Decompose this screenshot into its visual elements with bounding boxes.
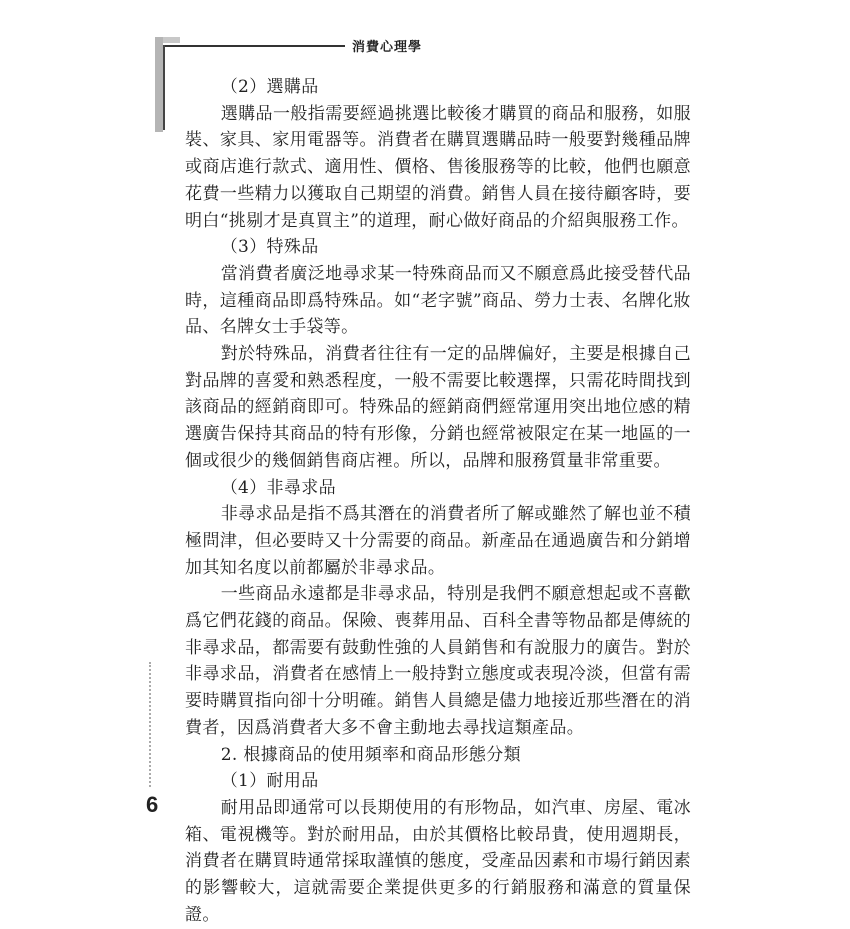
section-heading: （3）特殊品 bbox=[220, 237, 319, 258]
corner-decoration-bar bbox=[155, 37, 163, 132]
paragraph: 當消費者廣泛地尋求某一特殊商品而又不願意爲此接受替代品時，這種商品即爲特殊品。如“老字號”商品、勞力士表、名牌化妝品、名牌女士手袋等。 bbox=[185, 263, 691, 338]
page-number: 6 bbox=[146, 792, 159, 817]
paragraph: 非尋求品是指不爲其潛在的消費者所了解或雖然了解也並不積極問津，但必要時又十分需要的商品。新產品在通過廣告和分銷增加其知名度以前都屬於非尋求品。 bbox=[185, 504, 691, 578]
page-body bbox=[185, 74, 691, 929]
section-heading: 2. 根據商品的使用頻率和商品形態分類 bbox=[220, 744, 521, 765]
header-rule-vertical bbox=[163, 45, 165, 130]
paragraph: 耐用品即通常可以長期使用的有形物品，如汽車、房屋、電冰箱、電視機等。對於耐用品，由於其價格比較昂貴，使用週期長，消費者在購買時通常採取謹慎的態度，受產品因素和市場行銷因素的影響較大，這就需要企業提供更多的行銷服務和滿意的質量保證。 bbox=[185, 797, 691, 925]
section-heading: （1）耐用品 bbox=[220, 771, 319, 792]
header-rule bbox=[163, 45, 345, 47]
paragraph: 對於特殊品，消費者往往有一定的品牌偏好，主要是根據自己對品牌的喜愛和熟悉程度，一般不需要比較選擇，只需花時間找到該商品的經銷商即可。特殊品的經銷商們經常運用突出地位感的精選廣告保持其商品的特有形像，分銷也經常被限定在某一地區的一個或很少的幾個銷售商店裡。所以，品牌和服務質量非常重要。 bbox=[185, 344, 691, 471]
running-header-title: 消費心理學 bbox=[352, 40, 423, 55]
section-heading: （2）選購品 bbox=[220, 77, 319, 97]
paragraph: 選購品一般指需要經過挑選比較後才購買的商品和服務，如服裝、家具、家用電器等。消費者在購買選購品時一般要對幾種品牌或商店進行款式、適用性、價格、售後服務等的比較，他們也願意花費一些精力以獲取自己期望的消費。銷售人員在接待顧客時，要明白“挑剔才是真買主”的道理，耐心做好商品的介紹與服務工作。 bbox=[185, 103, 691, 231]
section-heading: （4）非尋求品 bbox=[220, 477, 336, 498]
margin-dotted-line bbox=[149, 662, 151, 787]
paragraph: 一些商品永遠都是非尋求品，特別是我們不願意想起或不喜歡爲它們花錢的商品。保險、喪葬用品、百科全書等物品都是傳統的非尋求品，都需要有鼓動性強的人員銷售和有說服力的廣告。對於非尋求品，消費者在感情上一般持對立態度或表現冷淡，但當有需要時購買指向卻十分明確。銷售人員總是儘力地接近那些潛在的消費者，因爲消費者大多不會主動地去尋找這類產品。 bbox=[185, 584, 691, 738]
